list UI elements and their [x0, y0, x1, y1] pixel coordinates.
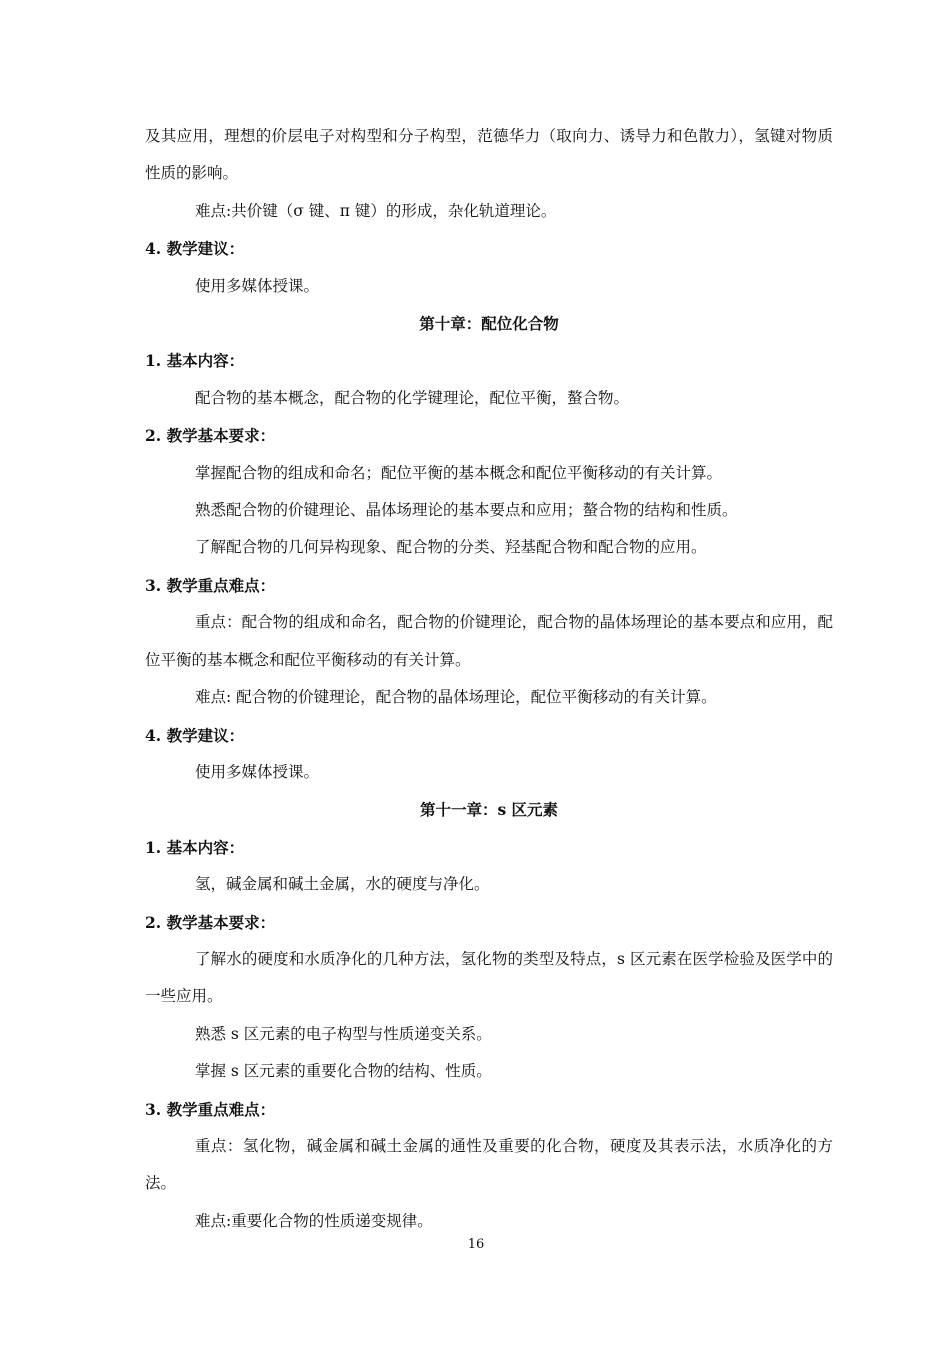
body-paragraph: 了解水的硬度和水质净化的几种方法，氢化物的类型及特点，s 区元素在医学检验及医学中的一些应用。: [145, 949, 833, 1006]
body-paragraph: 熟悉配合物的价键理论、晶体场理论的基本要点和应用；螯合物的结构和性质。: [195, 501, 738, 520]
section-heading: 2. 教学基本要求：: [145, 912, 276, 932]
section-heading: 4. 教学建议：: [145, 239, 245, 259]
body-paragraph: 掌握 s 区元素的重要化合物的结构、性质。: [195, 1062, 492, 1081]
body-paragraph: 熟悉 s 区元素的电子构型与性质递变关系。: [195, 1024, 492, 1043]
body-paragraph: 使用多媒体授课。: [195, 762, 320, 781]
body-paragraph: 难点:重要化合物的性质递变规律。: [195, 1211, 433, 1230]
section-heading: 3. 教学重点难点：: [145, 1099, 276, 1119]
body-paragraph: 配合物的基本概念，配合物的化学键理论，配位平衡，螯合物。: [195, 388, 630, 407]
section-heading: 1. 基本内容：: [145, 351, 245, 371]
section-heading: 2. 教学基本要求：: [145, 426, 276, 446]
chapter-title: 第十章：配位化合物: [419, 314, 559, 334]
body-paragraph: 使用多媒体授课。: [195, 276, 320, 295]
section-heading: 4. 教学建议：: [145, 725, 245, 745]
chapter-title: 第十一章：s 区元素: [419, 800, 559, 820]
body-paragraph: 掌握配合物的组成和命名；配位平衡的基本概念和配位平衡移动的有关计算。: [195, 463, 723, 482]
section-heading: 3. 教学重点难点：: [145, 575, 276, 595]
body-paragraph: 难点: 配合物的价键理论，配合物的晶体场理论，配位平衡移动的有关计算。: [195, 688, 717, 707]
page-content: [145, 118, 833, 1240]
body-paragraph: 氢，碱金属和碱土金属，水的硬度与净化。: [195, 875, 490, 894]
section-heading: 1. 基本内容：: [145, 837, 245, 857]
body-paragraph: 重点：氢化物，碱金属和碱土金属的通性及重要的化合物，硬度及其表示法，水质净化的方法。: [145, 1136, 833, 1193]
body-paragraph: 了解配合物的几何异构现象、配合物的分类、羟基配合物和配合物的应用。: [195, 538, 707, 557]
body-paragraph: 重点：配合物的组成和命名，配合物的价键理论，配合物的晶体场理论的基本要点和应用，配位平衡的基本概念和配位平衡移动的有关计算。: [145, 613, 833, 669]
body-paragraph: 难点:共价键（σ 键、π 键）的形成，杂化轨道理论。: [195, 201, 557, 220]
body-paragraph: 及其应用，理想的价层电子对构型和分子构型，范德华力（取向力、诱导力和色散力），氢键对物质性质的影响。: [145, 127, 833, 183]
page-number: 16: [467, 1237, 485, 1252]
